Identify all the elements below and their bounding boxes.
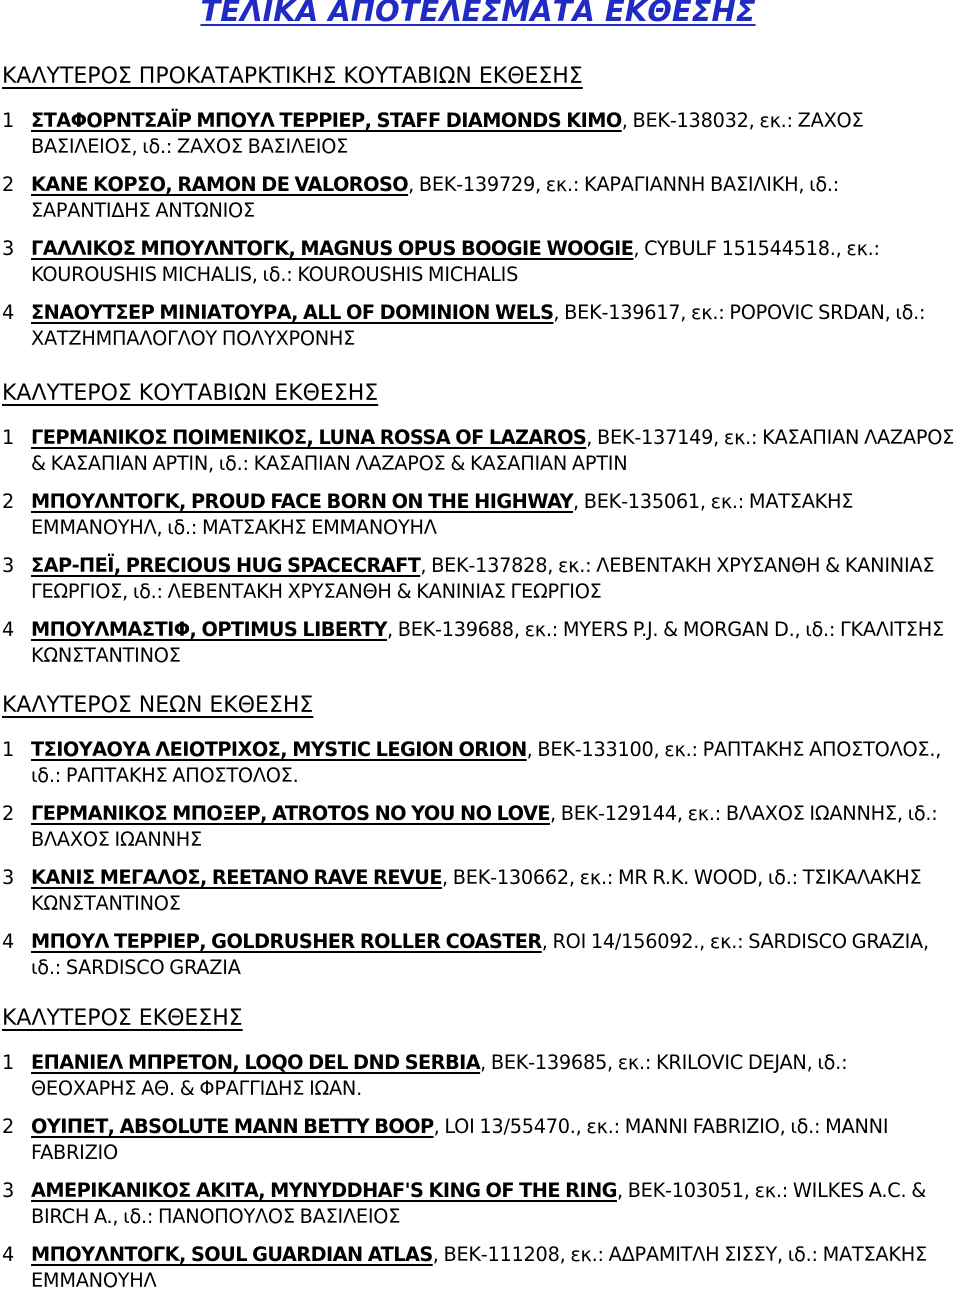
dog-name: ΑΜΕΡΙΚΑΝΙΚΟΣ ΑΚΙΤΑ, MYNYDDHAF'S KING OF THE RING [31, 1179, 617, 1202]
dog-name: ΜΠΟΥΛΝΤΟΓΚ, SOUL GUARDIAN ATLAS [31, 1243, 433, 1266]
dog-name: ΓΕΡΜΑΝΙΚΟΣ ΜΠΟΞΕΡ, ATROTOS NO YOU NO LOVE [31, 802, 550, 825]
list-item [2, 425, 956, 476]
dog-name: ΣΝΑΟΥΤΣΕΡ ΜΙΝΙΑΤΟΥΡΑ, ALL OF DOMINION WELS [31, 301, 554, 324]
entry-text [31, 300, 956, 351]
entry-details: , ΒΕΚ-139729, εκ.: ΚΑΡΑΓΙΑΝΝΗ ΒΑΣΙΛΙΚΗ, ιδ.: ΣΑΡΑΝΤΙΔΗΣ ΑΝΤΩΝΙΟΣ [31, 173, 840, 222]
dog-name: ΜΠΟΥΛ ΤΕΡΡΙΕΡ, GOLDRUSHER ROLLER COASTER [31, 930, 542, 953]
dog-name: ΣΑΡ-ΠΕΪ, PRECIOUS HUG SPACECRAFT [31, 554, 421, 577]
entry-rank: 1 [2, 738, 15, 761]
entry-text [31, 489, 956, 540]
list-item [2, 553, 956, 604]
section-title: ΚΑΛΥΤΕΡΟΣ ΝΕΩΝ ΕΚΘΕΣΗΣ [2, 693, 314, 718]
entry-text [31, 553, 956, 604]
entry-text [31, 617, 956, 668]
page-title: ΤΕΛΙΚΑ ΑΠΟΤΕΛΕΣΜΑΤΑ ΕΚΘΕΣΗΣ [200, 0, 756, 28]
entry-list [2, 425, 956, 668]
dog-name: ΟΥΙΠΕΤ, ABSOLUTE MANN BETTY BOOP [31, 1115, 434, 1138]
list-item [2, 929, 956, 980]
entry-rank: 2 [2, 490, 15, 513]
entry-list [2, 108, 956, 351]
list-item [2, 1242, 956, 1293]
entry-rank: 4 [2, 1243, 15, 1266]
entry-text [31, 929, 956, 980]
list-item [2, 236, 956, 287]
entry-text [31, 1242, 956, 1293]
entry-list [2, 1050, 956, 1293]
list-item [2, 108, 956, 159]
dog-name: ΓΕΡΜΑΝΙΚΟΣ ΠΟΙΜΕΝΙΚΟΣ, LUNA ROSSA OF LAZAROS [31, 426, 587, 449]
entry-details: , ΒΕΚ-133100, εκ.: ΡΑΠΤΑΚΗΣ ΑΠΟΣΤΟΛΟΣ., ιδ.: ΡΑΠΤΑΚΗΣ ΑΠΟΣΤΟΛΟΣ. [31, 738, 942, 787]
list-item [2, 617, 956, 668]
entry-text [31, 1114, 956, 1165]
entry-rank: 3 [2, 237, 15, 260]
entry-list [2, 737, 956, 980]
dog-name: ΕΠΑΝΙΕΛ ΜΠΡΕΤΟΝ, LOQO DEL DND SERBIA [31, 1051, 481, 1074]
dog-name: ΜΠΟΥΛΝΤΟΓΚ, PROUD FACE BORN ON THE HIGHWAY [31, 490, 574, 513]
entry-rank: 2 [2, 173, 15, 196]
entry-details: , ΒΕΚ-130662, εκ.: MR R.K. WOOD, ιδ.: ΤΣΙΚΑΛΑΚΗΣ ΚΩΝΣΤΑΝΤΙΝΟΣ [31, 866, 922, 915]
entry-rank: 3 [2, 1179, 15, 1202]
entry-rank: 3 [2, 866, 15, 889]
entry-rank: 1 [2, 109, 15, 132]
entry-details: , ΒΕΚ-139688, εκ.: MYERS P.J. & MORGAN D., ιδ.: ΓΚΑΛΙΤΣΗΣ ΚΩΝΣΤΑΝΤΙΝΟΣ [31, 618, 944, 667]
dog-name: ΚΑΝΕ ΚΟΡΣΟ, RAMON DE VALOROSO [31, 173, 409, 196]
section-best-in-show [2, 1006, 956, 1293]
dog-name: ΓΑΛΛΙΚΟΣ ΜΠΟΥΛΝΤΟΓΚ, MAGNUS OPUS BOOGIE WOOGIE [31, 237, 634, 260]
entry-details: , ΒΕΚ-138032, εκ.: ΖΑΧΟΣ ΒΑΣΙΛΕΙΟΣ, ιδ.: ΖΑΧΟΣ ΒΑΣΙΛΕΙΟΣ [31, 109, 864, 158]
entry-rank: 2 [2, 802, 15, 825]
entry-rank: 4 [2, 618, 15, 641]
section-title: ΚΑΛΥΤΕΡΟΣ ΠΡΟΚΑΤΑΡΚΤΙΚΗΣ ΚΟΥΤΑΒΙΩΝ ΕΚΘΕΣΗΣ [2, 64, 583, 89]
entry-text [31, 108, 956, 159]
entry-rank: 3 [2, 554, 15, 577]
list-item [2, 737, 956, 788]
entry-details: , ΒΕΚ-137828, εκ.: ΛΕΒΕΝΤΑΚΗ ΧΡΥΣΑΝΘΗ & ΚΑΝΙΝΙΑΣ ΓΕΩΡΓΙΟΣ, ιδ.: ΛΕΒΕΝΤΑΚΗ ΧΡΥΣΑΝΘΗ & ΚΑΝΙΝΙΑΣ ΓΕΩΡΓΙΟΣ [31, 554, 935, 603]
dog-name: ΚΑΝΙΣ ΜΕΓΑΛΟΣ, REETANO RAVE REVUE [31, 866, 443, 889]
list-item [2, 865, 956, 916]
entry-details: , ΒΕΚ-111208, εκ.: ΑΔΡΑΜΙΤΛΗ ΣΙΣΣΥ, ιδ.: ΜΑΤΣΑΚΗΣ ΕΜΜΑΝΟΥΗΛ [31, 1243, 927, 1292]
entry-details: , ΒΕΚ-139617, εκ.: POPOVIC SRDAN, ιδ.: ΧΑΤΖΗΜΠΑΛΟΓΛΟΥ ΠΟΛΥΧΡΟΝΗΣ [31, 301, 926, 350]
list-item [2, 1114, 956, 1165]
entry-details: , ΒΕΚ-135061, εκ.: ΜΑΤΣΑΚΗΣ ΕΜΜΑΝΟΥΗΛ, ιδ.: ΜΑΤΣΑΚΗΣ ΕΜΜΑΝΟΥΗΛ [31, 490, 854, 539]
section-best-puppy [2, 381, 956, 668]
list-item [2, 1178, 956, 1229]
entry-text [31, 737, 956, 788]
section-best-minor-puppy [2, 64, 956, 351]
list-item [2, 172, 956, 223]
list-item [2, 1050, 956, 1101]
entry-text [31, 236, 956, 287]
entry-text [31, 801, 956, 852]
section-best-junior [2, 693, 956, 980]
entry-rank: 1 [2, 1051, 15, 1074]
entry-details: , LOI 13/55470., εκ.: MANNI FABRIZIO, ιδ.: MANNI FABRIZIO [31, 1115, 889, 1164]
dog-name: ΤΣΙΟΥΑΟΥΑ ΛΕΙΟΤΡΙΧΟΣ, MYSTIC LEGION ORION [31, 738, 527, 761]
entry-details: , ΒΕΚ-103051, εκ.: WILKES A.C. & BIRCH A., ιδ.: ΠΑΝΟΠΟΥΛΟΣ ΒΑΣΙΛΕΙΟΣ [31, 1179, 927, 1228]
entry-rank: 4 [2, 930, 15, 953]
entry-text [31, 172, 956, 223]
entry-rank: 2 [2, 1115, 15, 1138]
section-title: ΚΑΛΥΤΕΡΟΣ ΚΟΥΤΑΒΙΩΝ ΕΚΘΕΣΗΣ [2, 381, 379, 406]
dog-name: ΜΠΟΥΛΜΑΣΤΙΦ, OPTIMUS LIBERTY [31, 618, 387, 641]
list-item [2, 489, 956, 540]
entry-rank: 1 [2, 426, 15, 449]
entry-details: , ROI 14/156092., εκ.: SARDISCO GRAZIA, ιδ.: SARDISCO GRAZIA [31, 930, 929, 979]
entry-details: , CYBULF 151544518., εκ.: KOUROUSHIS MICHALIS, ιδ.: KOUROUSHIS MICHALIS [31, 237, 880, 286]
entry-details: , ΒΕΚ-139685, εκ.: KRILOVIC DEJAN, ιδ.: ΘΕΟΧΑΡΗΣ ΑΘ. & ΦΡΑΓΓΙΔΗΣ ΙΩΑΝ. [31, 1051, 848, 1100]
entry-text [31, 865, 956, 916]
entry-text [31, 425, 956, 476]
section-title: ΚΑΛΥΤΕΡΟΣ ΕΚΘΕΣΗΣ [2, 1006, 243, 1031]
entry-details: , ΒΕΚ-137149, εκ.: ΚΑΣΑΠΙΑΝ ΛΑΖΑΡΟΣ & ΚΑΣΑΠΙΑΝ ΑΡΤΙΝ, ιδ.: ΚΑΣΑΠΙΑΝ ΛΑΖΑΡΟΣ & ΚΑΣΑΠΙΑΝ ΑΡΤΙΝ [31, 426, 955, 475]
entry-text [31, 1050, 956, 1101]
dog-name: ΣΤΑΦΟΡΝΤΣΑΪΡ ΜΠΟΥΛ ΤΕΡΡΙΕΡ, STAFF DIAMONDS KIMO [31, 109, 622, 132]
list-item [2, 300, 956, 351]
list-item [2, 801, 956, 852]
entry-text [31, 1178, 956, 1229]
entry-rank: 4 [2, 301, 15, 324]
entry-details: , ΒΕΚ-129144, εκ.: ΒΛΑΧΟΣ ΙΩΑΝΝΗΣ, ιδ.: ΒΛΑΧΟΣ ΙΩΑΝΝΗΣ [31, 802, 938, 851]
